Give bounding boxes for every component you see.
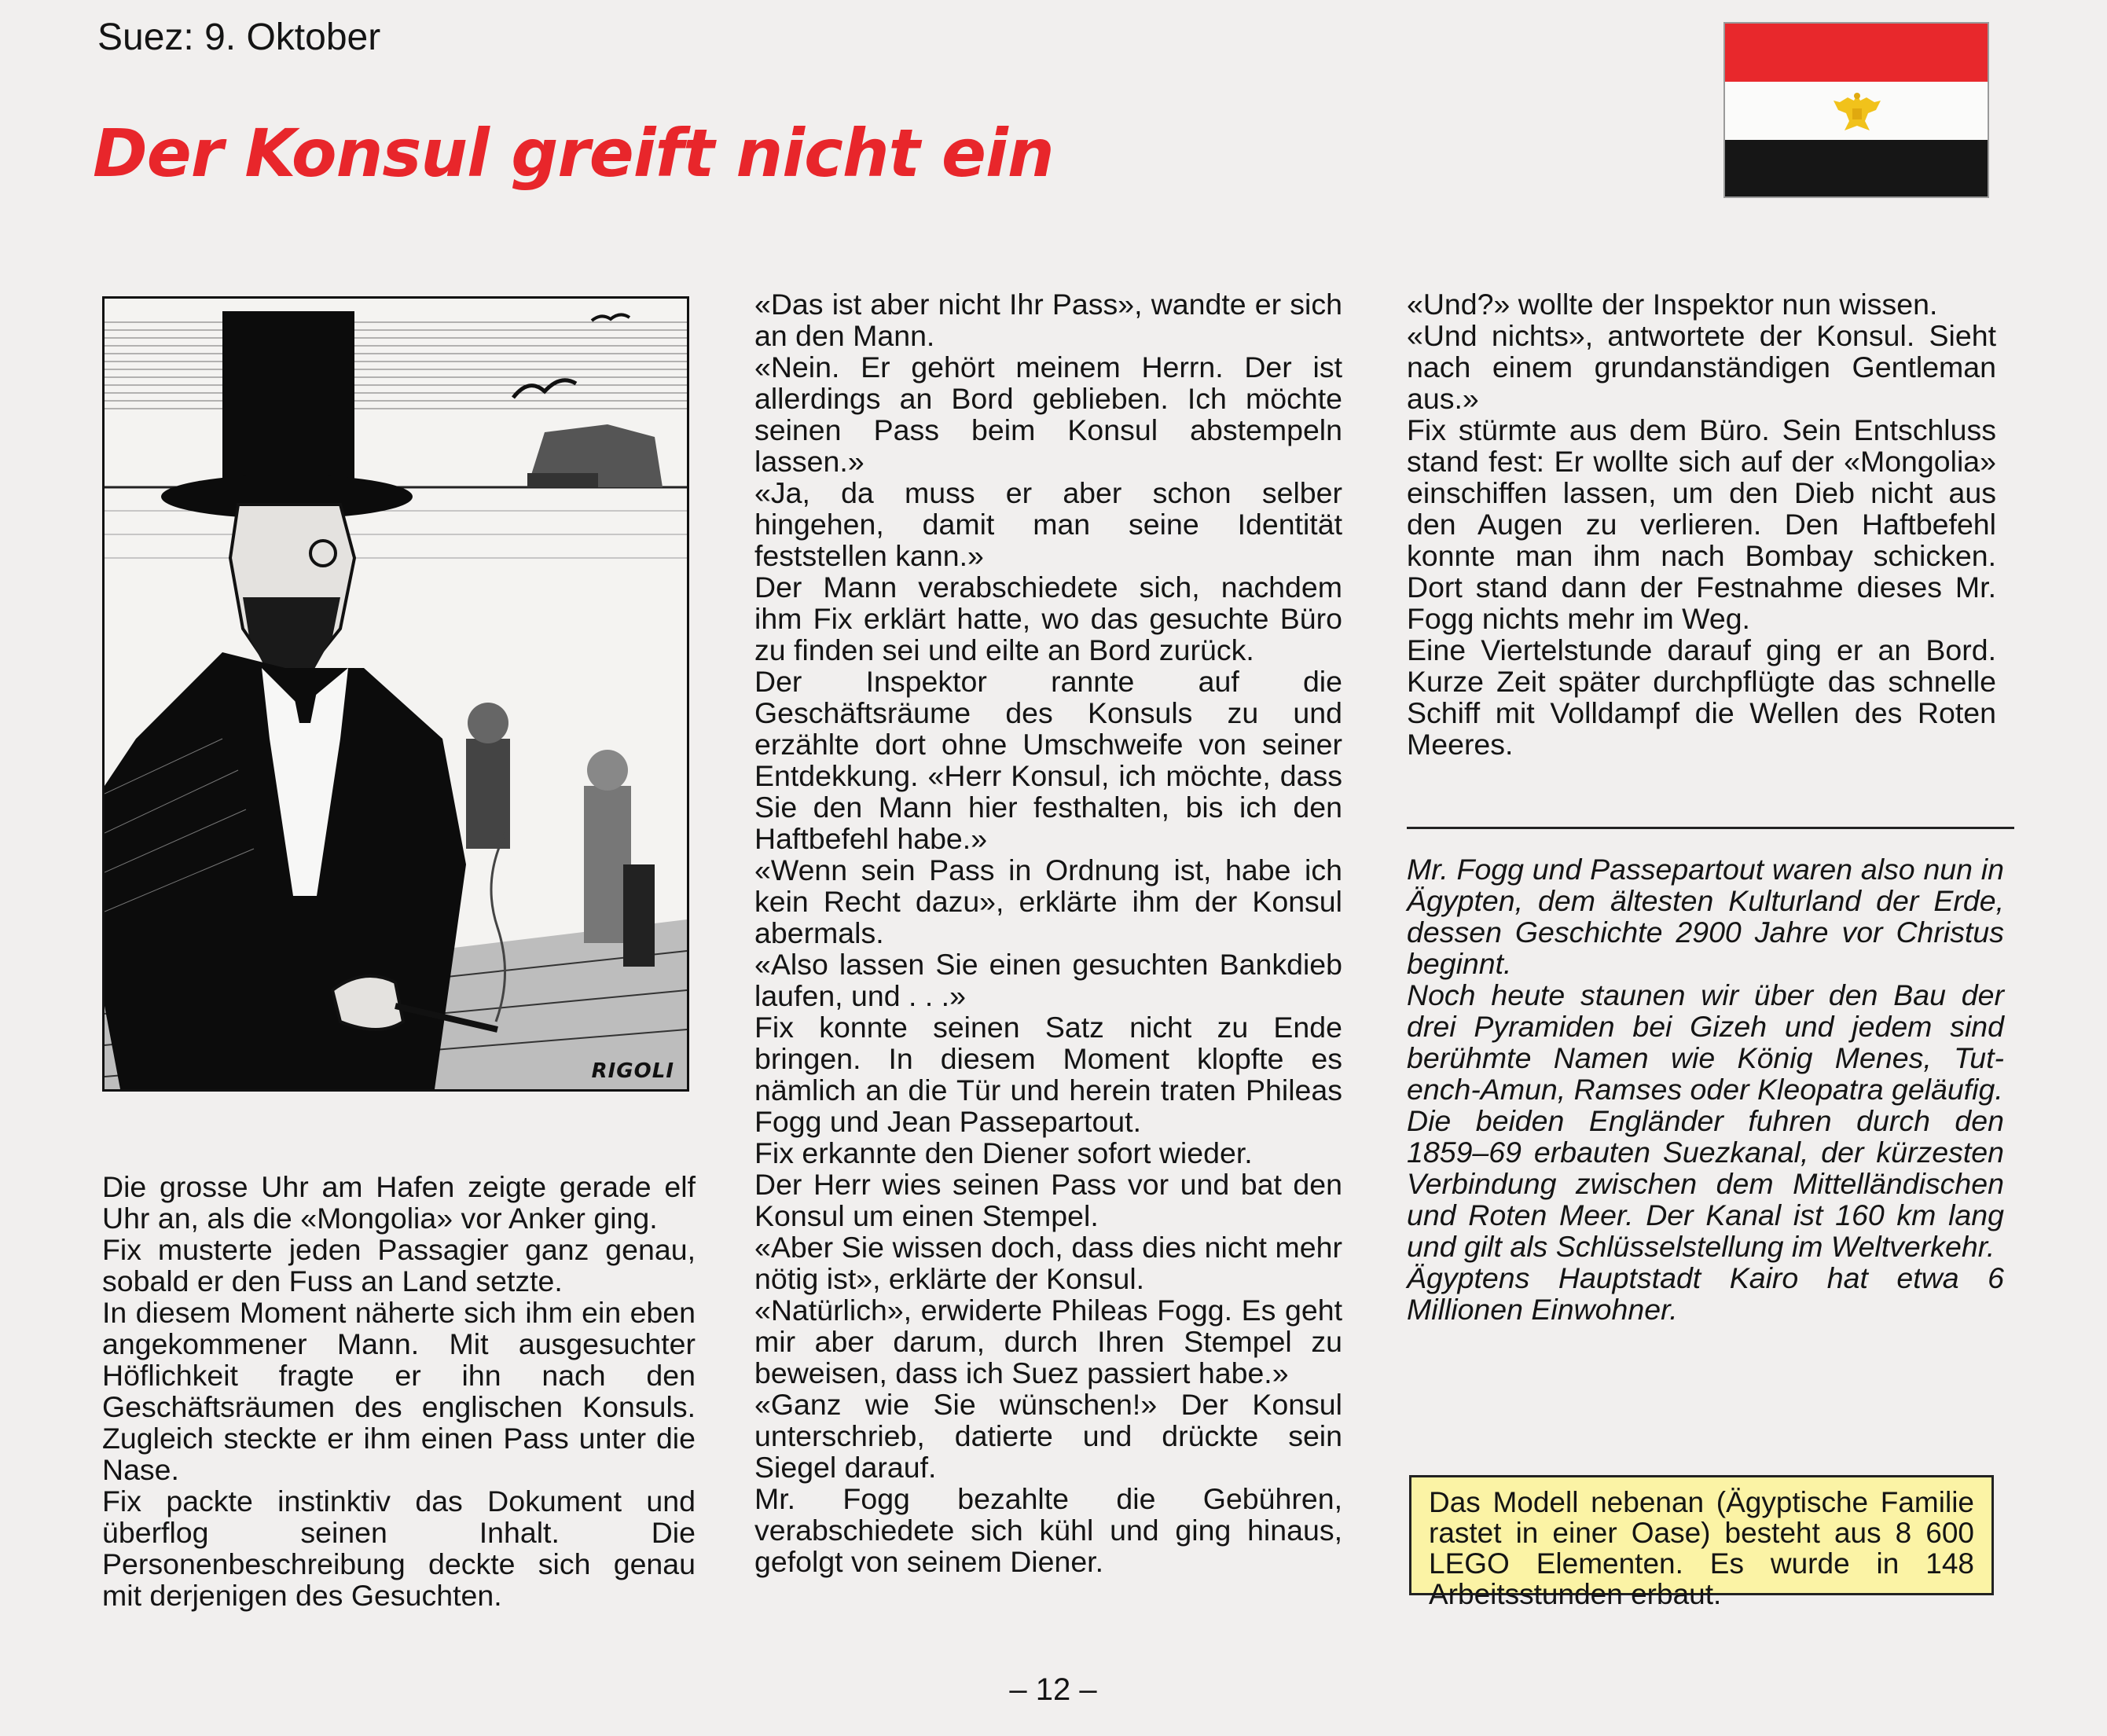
paragraph: «Aber Sie wissen doch, dass dies nicht mehr nötig ist», erklärte der Konsul.: [754, 1231, 1342, 1295]
lego-model-infobox: Das Modell nebenan (Ägyptische Familie rastet in einer Oase) besteht aus 8 600 LEGO Elementen. Es wurde in 148 Arbeitsstunden erbaut.: [1409, 1475, 1994, 1595]
paragraph: Fix erkannte den Diener sofort wieder.: [754, 1136, 1253, 1169]
story-column-1: [102, 1171, 696, 1611]
paragraph: «Und?» wollte der Inspektor nun wissen.: [1407, 288, 1938, 321]
story-column-2: [754, 288, 1342, 1577]
story-column-3: [1407, 288, 1996, 760]
consul-illustration: [102, 296, 689, 1092]
page-number: – 12 –: [1009, 1672, 1097, 1707]
paragraph: Mr. Fogg und Passepartout waren also nun in Ägypten, dem ältesten Kulturland der Erde, dessen Geschichte 2900 Jahre vor Christus beginnt.: [1407, 853, 2004, 980]
section-divider: [1407, 827, 2014, 829]
egypt-background-note: [1407, 853, 2004, 1325]
paragraph: Fix stürmte aus dem Büro. Sein Entschluss stand fest: Er wollte sich auf der «Mongolia» einschiffen lassen, um den Dieb nicht aus den Augen zu verlieren. Den Haftbefehl konnte man ihm nach Bombay schicken. Dort stand dann der Festnahme dieses Mr. Fogg nichts mehr im Weg.: [1407, 413, 1996, 635]
paragraph: «Natürlich», erwiderte Phileas Fogg. Es geht mir aber darum, durch Ihren Stempel zu beweisen, dass ich Suez passiert habe.»: [754, 1294, 1342, 1389]
story-date: Suez: 9. Oktober: [97, 17, 381, 58]
egypt-flag-icon: [1723, 22, 1989, 198]
paragraph: Eine Viertelstunde darauf ging er an Bord. Kurze Zeit später durchpflügte das schnelle Schiff mit Volldampf die Wellen des Roten Meeres.: [1407, 633, 1996, 761]
paragraph: Der Herr wies seinen Pass vor und bat den Konsul um einen Stempel.: [754, 1168, 1342, 1232]
paragraph: Fix musterte jeden Passagier ganz genau, sobald er den Fuss an Land setzte.: [102, 1233, 696, 1297]
artist-signature: RIGOLI: [591, 1059, 674, 1083]
paragraph: Die beiden Engländer fuhren durch den 1859–69 erbauten Suezkanal, der kürzesten Verbindung zwischen dem Mittelländischen und Roten Meer. Der Kanal ist 160 km lang und gilt als Schlüsselstellung im Weltverkehr.: [1407, 1104, 2004, 1263]
paragraph: «Und nichts», antwortete der Konsul. Sieht nach einem grundanständigen Gentleman aus.»: [1407, 319, 1996, 415]
paragraph: Ägyptens Hauptstadt Kairo hat etwa 6 Millionen Einwohner.: [1407, 1261, 2004, 1326]
flag-black-stripe: [1725, 140, 1988, 198]
flag-red-stripe: [1725, 24, 1988, 82]
paragraph: Fix konnte seinen Satz nicht zu Ende bringen. In diesem Moment klopfte es nämlich an die Tür und herein traten Phileas Fogg und Jean Passepartout.: [754, 1011, 1342, 1138]
paragraph: Der Mann verabschiedete sich, nachdem ihm Fix erklärt hatte, wo das gesuchte Büro zu finden sei und eilte an Bord zurück.: [754, 571, 1342, 666]
paragraph: «Also lassen Sie einen gesuchten Bankdieb laufen, und . . .»: [754, 948, 1342, 1012]
paragraph: «Wenn sein Pass in Ordnung ist, habe ich kein Recht dazu», erklärte ihm der Konsul abermals.: [754, 853, 1342, 949]
paragraph: «Ja, da muss er aber schon selber hingehen, damit man seine Identität feststellen kann.»: [754, 476, 1342, 572]
paragraph: Der Inspektor rannte auf die Geschäftsräume des Konsuls zu und erzählte dort ohne Umschweife von seiner Entdekkung. «Herr Konsul, ich möchte, dass Sie den Mann hier festhalten, bis ich den Haftbefehl habe.»: [754, 665, 1342, 855]
paragraph: Noch heute staunen wir über den Bau der drei Pyramiden bei Gizeh und jedem sind berühmte Namen wie König Menes, Tut-ench-Amun, Ramses oder Kleopatra geläufig.: [1407, 978, 2004, 1106]
story-headline: Der Konsul greift nicht ein: [93, 115, 1054, 192]
eagle-emblem-icon: [1832, 90, 1882, 134]
paragraph: Die grosse Uhr am Hafen zeigte gerade elf Uhr an, als die «Mongolia» vor Anker ging.: [102, 1170, 696, 1235]
paragraph: «Ganz wie Sie wünschen!» Der Konsul unterschrieb, datierte und drückte sein Siegel darauf.: [754, 1388, 1342, 1484]
paragraph: «Das ist aber nicht Ihr Pass», wandte er sich an den Mann.: [754, 288, 1342, 352]
paragraph: Fix packte instinktiv das Dokument und überflog seinen Inhalt. Die Personenbeschreibung deckte sich genau mit derjenigen des Gesuchten.: [102, 1485, 696, 1612]
paragraph: Mr. Fogg bezahlte die Gebühren, verabschiedete sich kühl und ging hinaus, gefolgt von seinem Diener.: [754, 1482, 1342, 1578]
paragraph: In diesem Moment näherte sich ihm ein eben angekommener Mann. Mit ausgesuchter Höflichkeit fragte er ihn nach den Geschäftsräumen des englischen Konsuls. Zugleich steckte er ihm einen Pass unter die Nase.: [102, 1296, 696, 1486]
paragraph: «Nein. Er gehört meinem Herrn. Der ist allerdings an Bord geblieben. Ich möchte seinen Pass beim Konsul abstempeln lassen.»: [754, 351, 1342, 478]
